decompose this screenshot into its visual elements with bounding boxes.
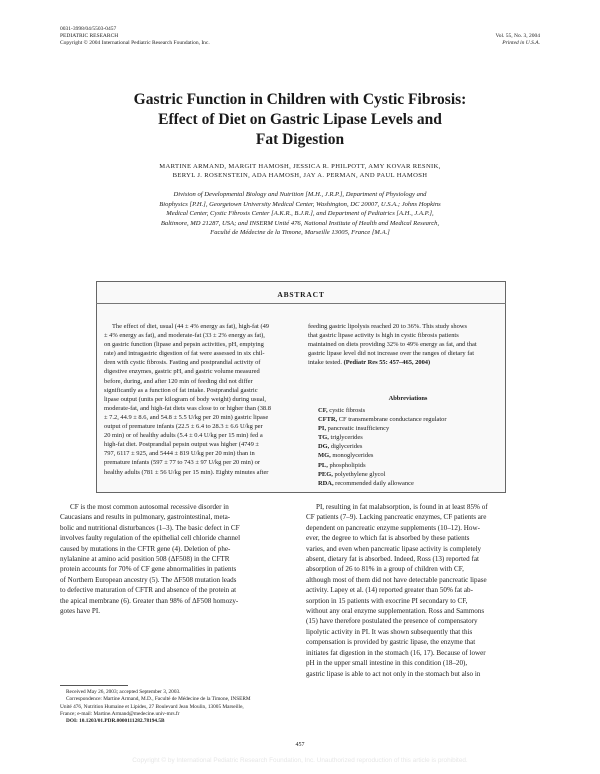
abbreviation-def: phospholipids — [327, 461, 366, 469]
abstract-line: on gastric function (lipase and pepsin activities, pH, emptying — [104, 341, 264, 349]
footnote-divider — [60, 685, 128, 686]
body-line: (15) have therefore postulated the presence of compensatory — [306, 617, 478, 626]
body-line: pH in the upper small intestine in this condition (18–20), — [306, 659, 468, 668]
doi: DOI: 10.1203/01.PDR.0000111282.78194.5B — [66, 718, 165, 725]
abbreviation-def: CF transmembrane conductance regulator — [337, 416, 447, 424]
affiliation-line: Baltimore, MD 21287, USA; and INSERM Unité 476, National Institute of Health and Medical Research, — [160, 219, 440, 227]
correspondence: Correspondence: Martine Armand, M.D., Faculté de Médecine de la Timone, INSERM — [66, 696, 251, 703]
abbreviation-item — [318, 451, 504, 460]
body-line: dependent on pancreatic enzyme supplements (10–12). How- — [306, 523, 480, 532]
body-line: CF patients (7–9). Lacking pancreatic enzymes, CF patients are — [306, 513, 487, 522]
abbreviation-def: polyethylene glycol — [332, 470, 386, 478]
abbreviation-term: MG, — [318, 452, 331, 460]
article-title — [60, 90, 540, 150]
abbreviation-def: recommended daily allowance — [333, 479, 414, 487]
body-line: without any oral enzyme supplementation. Ross and Sammons — [306, 607, 485, 616]
title-line: Gastric Function in Children with Cystic Fibrosis: — [133, 91, 467, 108]
abbreviation-def: triglycerides — [328, 434, 363, 442]
body-line: nylalanine at amino acid position 508 (ΔF508) in the CFTR — [60, 555, 230, 564]
correspondence-email: France; e-mail: Martine.Armand@medecine.univ-mrs.fr — [60, 710, 180, 717]
author-line: BERYL J. ROSENSTEIN, ADA HAMOSH, JAY A. PERMAN, AND PAUL HAMOSH — [172, 172, 428, 179]
body-line: involves faulty regulation of the epithelial cell chloride channel — [60, 534, 241, 543]
author-list — [60, 162, 540, 180]
affiliation-line: Biophysics [P.H.], Georgetown University Medical Center, Washington, DC 20007, U.S.A.; Johns Hopkins — [159, 200, 441, 208]
copyright-watermark: Copyright © by International Pediatric Research Foundation, Inc. Unauthorized reproduction of this article is prohibited. — [132, 757, 468, 764]
abstract-line: output of premature infants (22.5 ± 6.4 to 28.3 ± 6.6 U/kg per — [104, 423, 263, 431]
abstract-line: significantly as a function of fat intake. Postprandial gastric — [104, 386, 258, 394]
abstract-divider — [96, 303, 506, 304]
abbreviation-item — [318, 479, 504, 488]
correspondence-line: Unité 476, Nutrition Humaine et Lipides, 27 Boulevard Jean Moulin, 13005 Marseille, — [60, 703, 244, 710]
abbreviation-term: PEG, — [318, 470, 333, 478]
title-line: Effect of Diet on Gastric Lipase Levels and — [158, 111, 442, 128]
abstract-line: dren with cystic fibrosis. Fasting and postprandial activity of — [104, 359, 261, 367]
body-line: bolic and nutritional disturbances (1–3). The basic defect in CF — [60, 523, 240, 532]
abstract-line: 797, 6117 ± 925, and 5444 ± 819 U/kg per 20 min) than in — [104, 450, 255, 458]
abstract-line: The effect of diet, usual (44 ± 4% energy as fat), high-fat (49 — [112, 323, 270, 330]
author-line: MARTINE ARMAND, MARGIT HAMOSH, JESSICA R. PHILPOTT, AMY KOVAR RESNIK, — [159, 163, 441, 170]
body-line: lipolytic activity in PI. It was shown subsequently that this — [306, 627, 473, 636]
abstract-line: lipase output (units per kilogram of body weight) during usual, — [104, 395, 266, 403]
body-line: PI, resulting in fat malabsorption, is found in at least 85% of — [316, 503, 488, 511]
body-line: sorption in 15 patients with exocrine PI secondary to CF, — [306, 596, 468, 605]
body-line: Caucasians and results in pulmonary, gastrointestinal, meta- — [60, 513, 231, 522]
body-line: gotes have PI. — [60, 607, 100, 616]
abstract-line: 20 min) or of healthy adults (5.4 ± 0.4 U/kg per 15 min) fed a — [104, 432, 263, 440]
body-line: varies, and even when pancreatic lipase activity is completely — [306, 544, 482, 553]
abbreviation-item — [318, 461, 504, 470]
abstract-line: rate) and intragastric digestion of fat were assessed in six chil- — [104, 350, 265, 358]
abstract-line: digestive enzymes, gastric pH, and gastric volume measured — [104, 368, 260, 376]
body-line: ever, the degree to which fat is absorbed by these patients — [306, 534, 470, 543]
abbreviation-item — [318, 470, 504, 479]
body-line: gastric lipase is able to act not only in the stomach but also in — [306, 669, 481, 678]
abbreviation-item — [318, 424, 504, 433]
abbreviations-title: Abbreviations — [388, 395, 428, 402]
abbreviation-item — [318, 406, 504, 415]
abstract-line-end: intake tested. — [308, 359, 342, 367]
abbreviation-term: PL, — [318, 461, 328, 469]
abstract-line: healthy adults (781 ± 56 U/kg per 15 min). Eighty minutes after — [104, 468, 269, 476]
affiliations — [70, 190, 530, 238]
journal-name: PEDIATRIC RESEARCH — [60, 33, 119, 39]
volume-line: Vol. 55, No. 3, 2004 — [495, 33, 540, 39]
body-line: absent, dietary fat is absorbed. Indeed, Ross (13) reported fat — [306, 555, 479, 564]
abbreviation-item — [318, 433, 504, 442]
abstract-heading: ABSTRACT — [277, 290, 325, 299]
body-line: compensation is provided by gastric lipase, the enzyme that — [306, 638, 476, 647]
volume-info — [380, 33, 540, 47]
body-line: initiates fat digestion in the stomach (16, 17). Because of lower — [306, 648, 486, 657]
body-line: CF is the most common autosomal recessive disorder in — [70, 503, 229, 511]
body-line: of Northern European ancestry (5). The ΔF508 mutation leads — [60, 575, 237, 584]
abbreviation-term: PI, — [318, 425, 327, 433]
body-line: although most of them did not have detectable pancreatic lipase — [306, 575, 487, 584]
abstract-line: ± 7.2, 44.9 ± 8.6, and 54.8 ± 5.5 U/kg per 20 min) gastric lipase — [104, 413, 269, 421]
body-line: activity. Lapey et al. (14) reported greater than 50% fat ab- — [306, 586, 473, 595]
abstract-line: moderate-fat, and high-fat diets was close to or higher than (38.8 — [104, 404, 271, 412]
abbreviation-item — [318, 415, 504, 424]
abstract-line: feeding gastric lipolysis reached 20 to 36%. This study shows — [308, 323, 468, 330]
abstract-right-column — [308, 322, 498, 367]
abbreviation-term: TG, — [318, 434, 329, 442]
abstract-line: that gastric lipase activity is high in cystic fibrosis patients — [308, 332, 459, 340]
body-line: protein accounts for 70% of CF gene abnormalities in patients — [60, 565, 237, 574]
abbreviation-term: CFTR, — [318, 416, 338, 424]
abbreviation-def: cystic fibrosis — [327, 407, 366, 414]
abstract-line: high-fat diet. Postprandial pepsin output was higher (4749 ± — [104, 441, 259, 449]
affiliation-line: Division of Developmental Biology and Nutrition [M.H., J.R.P.], Department of Physiology and — [173, 191, 427, 198]
abstract-line: ± 4% energy as fat), and moderate-fat (33 ± 2% energy as fat), — [104, 332, 265, 340]
abbreviation-def: monoglycerides — [330, 452, 374, 460]
body-left-column — [60, 502, 296, 616]
abstract-line — [308, 358, 498, 367]
footnotes — [60, 689, 296, 725]
journal-header — [60, 26, 320, 47]
abbreviation-def: diglycerides — [329, 443, 363, 451]
abbreviation-term: RDA, — [318, 479, 334, 487]
article-code: 0031-3998/04/5503-0457 — [60, 26, 117, 32]
page-number: 457 — [295, 742, 305, 748]
body-line: to defective maturation of CFTR and absence of the protein at — [60, 586, 237, 595]
abbreviation-def: pancreatic insufficiency — [326, 425, 390, 433]
affiliation-line: Medical Center, Cystic Fibrosis Center [A.K.R., B.J.R.], and Department of Pediatrics [A.H., J.A.P.], — [166, 210, 434, 218]
title-line: Fat Digestion — [255, 131, 345, 148]
abbreviations-list — [318, 406, 504, 488]
abbreviation-item — [318, 442, 504, 451]
citation: (Pediatr Res 55: 457–465, 2004) — [343, 359, 431, 367]
abstract-line: gastric lipase level did not increase over the ranges of dietary fat — [308, 350, 475, 358]
abstract-left-column — [104, 322, 300, 477]
abstract-line: maintained on diets providing 32% to 49% energy as fat, and that — [308, 341, 477, 349]
abbreviation-term: DG, — [318, 443, 330, 451]
copyright-line: Copyright © 2004 International Pediatric Research Foundation, Inc. — [60, 40, 210, 46]
body-right-column — [306, 502, 542, 679]
abstract-line: premature infants (597 ± 77 to 743 ± 97 U/kg per 20 min) or — [104, 459, 260, 467]
abbreviation-term: CF, — [318, 407, 328, 414]
body-line: absorption of 26 to 81% in a group of children with CF, — [306, 565, 464, 574]
body-line: the apical membrane (6). Greater than 98% of ΔF508 homozy- — [60, 596, 239, 605]
received-dates: Received May 26, 2003; accepted September 3, 2003. — [66, 689, 181, 695]
abstract-line: before, during, and after 120 min of feeding did not differ — [104, 377, 253, 385]
printed-line: Printed in U.S.A. — [502, 40, 540, 46]
body-line: caused by mutations in the CFTR gene (4). Deletion of phe- — [60, 544, 231, 553]
affiliation-line: Faculté de Médecine de la Timone, Marseille 13005, France [M.A.] — [210, 229, 390, 237]
